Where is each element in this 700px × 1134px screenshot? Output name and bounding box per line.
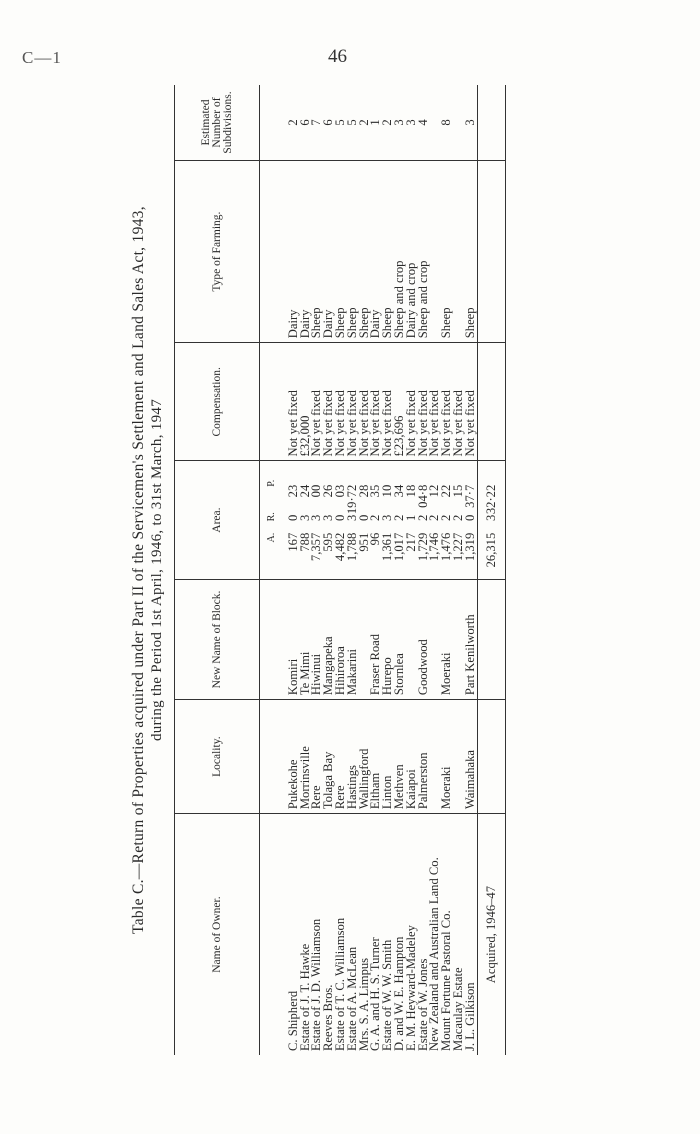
- area-perches: 23: [285, 484, 300, 498]
- subdivisions: 2: [356, 119, 371, 126]
- header-row: [175, 85, 260, 1055]
- rotated-table-panel: [130, 85, 570, 1055]
- owner-name: Estate of W. Jones: [415, 958, 430, 1051]
- block-name: Goodwood: [415, 639, 430, 696]
- table-row: [406, 85, 418, 1055]
- area-perches: 18: [403, 484, 418, 498]
- owner-name: Estate of W. W. Smith: [380, 939, 395, 1051]
- subdivisions: 6: [297, 119, 312, 126]
- owner-name: Estate of T. C. Williamson: [332, 917, 347, 1051]
- area-acres: 1,476: [439, 532, 454, 562]
- table-row: [359, 85, 371, 1055]
- area-roods: 3: [344, 514, 359, 522]
- area-acres: 951: [356, 532, 371, 552]
- area-roods: 2: [439, 514, 454, 522]
- area-roods: 0: [462, 514, 477, 522]
- area-roods: 0: [285, 514, 300, 522]
- col-subdivisions-header: Estimated Number of Subdivisions.: [175, 85, 260, 161]
- col-compensation-header: Compensation.: [175, 343, 260, 461]
- subdivisions: 6: [321, 119, 336, 126]
- locality: Hastings: [344, 765, 359, 810]
- col-area-header: Area.: [175, 461, 260, 579]
- block-name: Komiri: [285, 658, 300, 696]
- area-roods: 2: [391, 514, 406, 522]
- farming-type: Sheep: [309, 307, 324, 339]
- area-perches: 28: [356, 484, 371, 498]
- area-roods: 2: [450, 514, 465, 522]
- area-acres: 1,227: [450, 532, 465, 562]
- locality: Linton: [380, 775, 395, 810]
- area-acres: 1,746: [427, 532, 442, 562]
- farming-type: Dairy: [285, 309, 300, 339]
- area-roods: 2: [427, 514, 442, 522]
- subdivisions: 2: [285, 119, 300, 126]
- col-farming-header: Type of Farming.: [175, 161, 260, 343]
- document-code: C—1: [22, 48, 62, 67]
- table-row: [465, 85, 477, 1055]
- title-line-2: during the Period 1st April, 1946, to 31st March, 1947: [149, 399, 165, 742]
- area-perches: 12: [427, 484, 442, 498]
- farming-type: Dairy: [321, 309, 336, 339]
- owner-name: Mount Fortune Pastoral Co.: [439, 910, 454, 1051]
- area-perches: 24: [297, 484, 312, 498]
- area-roods: 3: [309, 514, 324, 522]
- area-acres: 217: [403, 532, 418, 552]
- area-acres: 7,357: [309, 532, 324, 562]
- block-name: Mangapeka: [321, 636, 336, 696]
- area-acres: 788: [297, 532, 312, 552]
- locality: Tolaga Bay: [321, 751, 336, 810]
- unit-acres: A.: [266, 532, 277, 543]
- area-perches: 00: [309, 484, 324, 498]
- block-name: Makarini: [344, 648, 359, 696]
- owner-name: Macaulay Estate: [450, 967, 465, 1051]
- area-roods: 2: [415, 514, 430, 522]
- compensation: £23,696: [391, 415, 406, 457]
- compensation: Not yet fixed: [332, 390, 347, 457]
- area-perches: 34: [391, 484, 406, 498]
- compensation: Not yet fixed: [321, 390, 336, 457]
- unit-perches: P.: [266, 479, 277, 487]
- area-roods: 0: [332, 514, 347, 522]
- table-row: [382, 85, 394, 1055]
- subdivisions: 4: [415, 119, 430, 126]
- table-row: [335, 85, 347, 1055]
- block-name: Hiwinui: [309, 653, 324, 696]
- compensation: Not yet fixed: [380, 390, 395, 457]
- properties-table: [174, 85, 506, 1055]
- total-label: Acquired, 1946–47: [483, 885, 498, 984]
- compensation: £32,000: [297, 415, 312, 457]
- area-perches: 15: [450, 484, 465, 498]
- block-name: Hurepo: [380, 657, 395, 696]
- area-perches: 37·7: [462, 484, 477, 508]
- owner-name: D. and W. E. Hampton: [391, 936, 406, 1051]
- col-owner-header: Name of Owner.: [175, 814, 260, 1055]
- area-perches: 19·72: [344, 484, 359, 515]
- locality: Rere: [309, 785, 324, 810]
- compensation: Not yet fixed: [309, 390, 324, 457]
- table-title: [130, 85, 166, 1055]
- owner-name: Estate of A. McLean: [344, 946, 359, 1051]
- area-acres: 1,017: [391, 532, 406, 562]
- page-number: 46: [328, 46, 347, 67]
- table-row: [323, 85, 335, 1055]
- area-acres: 167: [285, 532, 300, 552]
- subdivisions: 3: [403, 119, 418, 126]
- block-name: Hihiroroa: [332, 646, 347, 696]
- area-acres: 1,729: [415, 532, 430, 562]
- owner-name: Mrs. S. A. Limpus: [356, 957, 371, 1051]
- area-perches: 22: [439, 484, 454, 498]
- compensation: Not yet fixed: [415, 390, 430, 457]
- block-name: Part Kenilworth: [462, 614, 477, 696]
- area-roods: 2: [368, 514, 383, 522]
- table-row: [300, 85, 312, 1055]
- subdivisions: 5: [344, 119, 359, 126]
- locality: Kaiapoi: [403, 769, 418, 810]
- table-row: [370, 85, 382, 1055]
- block-name: Moeraki: [439, 652, 454, 696]
- compensation: Not yet fixed: [450, 390, 465, 457]
- area-acres: 4,482: [332, 532, 347, 562]
- col-block-header: New Name of Block.: [175, 579, 260, 699]
- total-perches: 32·22: [483, 484, 498, 515]
- compensation: Not yet fixed: [462, 390, 477, 457]
- area-roods: 1: [403, 514, 418, 522]
- title-line-1: Table C.—Return of Properties acquired under Part II of the Servicemen's Settlement and Land Sales Act, 1943,: [130, 206, 147, 934]
- area-acres: 1,788: [344, 532, 359, 562]
- compensation: Not yet fixed: [356, 390, 371, 457]
- subdivisions: 5: [332, 119, 347, 126]
- total-row: [477, 85, 506, 1055]
- total-acres: 26,315: [483, 532, 498, 568]
- block-name: Stornlea: [391, 653, 406, 696]
- table-row: [394, 85, 406, 1055]
- subdivisions: 2: [380, 119, 395, 126]
- block-name: Fraser Road: [368, 633, 383, 696]
- area-perches: 35: [368, 484, 383, 498]
- area-units-row: [260, 85, 278, 1055]
- farming-type: Dairy: [297, 309, 312, 339]
- farming-type: Dairy: [368, 309, 383, 339]
- farming-type: Sheep: [344, 307, 359, 339]
- area-roods: 3: [380, 514, 395, 522]
- area-perches: 10: [380, 484, 395, 498]
- area-perches: 03: [332, 484, 347, 498]
- farming-type: Sheep: [332, 307, 347, 339]
- compensation: Not yet fixed: [403, 390, 418, 457]
- area-acres: 1,319: [462, 532, 477, 562]
- table-row: [311, 85, 323, 1055]
- owner-name: Estate of J. D. Williamson: [309, 918, 324, 1051]
- locality: Eltham: [368, 772, 383, 810]
- subdivisions: 8: [439, 119, 454, 126]
- table-row: [347, 85, 359, 1055]
- locality: Palmerston: [415, 752, 430, 810]
- table-row: [278, 85, 300, 1055]
- area-acres: 595: [321, 532, 336, 552]
- col-locality-header: Locality.: [175, 700, 260, 814]
- unit-roods: R.: [266, 512, 277, 522]
- locality: Morrinsville: [297, 746, 312, 810]
- subdivisions: 1: [368, 119, 383, 126]
- owner-name: Reeves Bros.: [321, 984, 336, 1051]
- total-roods: 3: [483, 514, 498, 522]
- farming-type: Sheep: [356, 307, 371, 339]
- locality: Rere: [332, 785, 347, 810]
- owner-name: New Zealand and Australian Land Co.: [427, 857, 442, 1051]
- locality: Moeraki: [439, 766, 454, 810]
- compensation: Not yet fixed: [439, 390, 454, 457]
- locality: Waimahaka: [462, 750, 477, 810]
- area-acres: 96: [368, 532, 383, 546]
- subdivisions: 3: [391, 119, 406, 126]
- owner-name: J. L. Gilkison: [462, 982, 477, 1051]
- farming-type: Sheep: [439, 307, 454, 339]
- farming-type: Dairy and crop: [403, 262, 418, 339]
- locality: Methven: [391, 764, 406, 810]
- area-roods: 0: [356, 514, 371, 522]
- compensation: Not yet fixed: [344, 390, 359, 457]
- area-perches: 04·8: [415, 484, 430, 508]
- farming-type: Sheep and crop: [415, 260, 430, 339]
- area-roods: 3: [321, 514, 336, 522]
- table-row: [453, 85, 465, 1055]
- table-row: [441, 85, 453, 1055]
- farming-type: Sheep and crop: [391, 260, 406, 339]
- table-body: [260, 85, 506, 1055]
- area-roods: 3: [297, 514, 312, 522]
- area-perches: 26: [321, 484, 336, 498]
- locality: Wallingford: [356, 748, 371, 810]
- owner-name: C. Shipherd: [285, 990, 300, 1051]
- farming-type: Sheep: [380, 307, 395, 339]
- compensation: Not yet fixed: [285, 390, 300, 457]
- subdivisions: 7: [309, 119, 324, 126]
- compensation: Not yet fixed: [368, 390, 383, 457]
- compensation: Not yet fixed: [427, 390, 442, 457]
- subdivisions: 3: [462, 119, 477, 126]
- owner-name: E. M. Heyward-Madeley: [403, 925, 418, 1051]
- owner-name: Estate of J. T. Hawke: [297, 943, 312, 1051]
- farming-type: Sheep: [462, 307, 477, 339]
- owner-name: G. A. and H. S. Turner: [368, 937, 383, 1051]
- area-acres: 1,361: [380, 532, 395, 562]
- block-name: Te Mimi: [297, 651, 312, 696]
- locality: Pukekohe: [285, 759, 300, 810]
